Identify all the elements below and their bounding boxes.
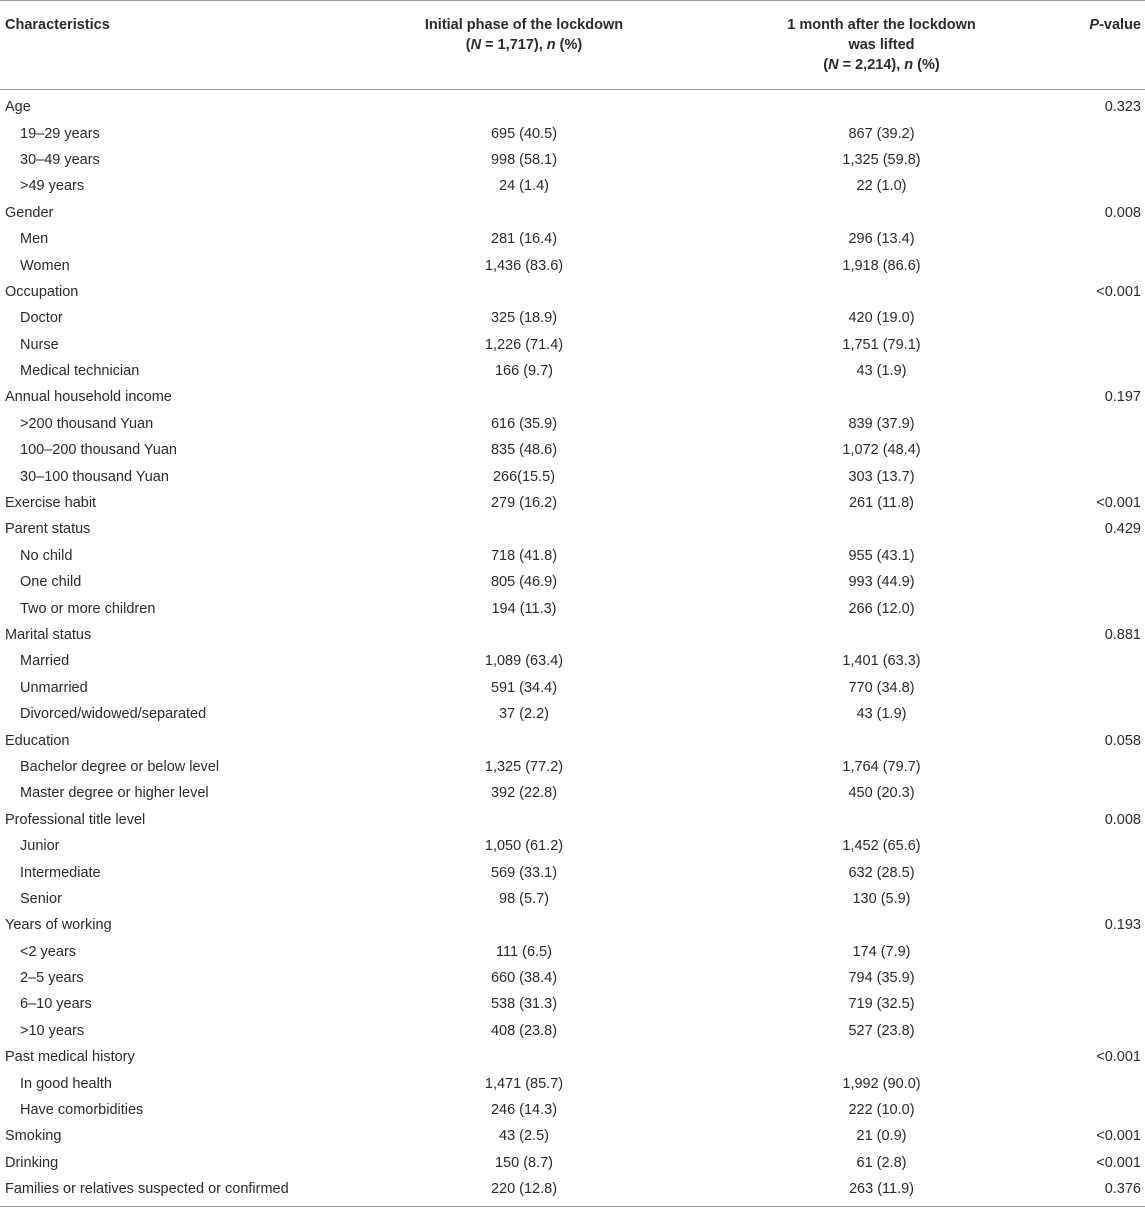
table-row: [0, 859, 1145, 885]
cell-after-lockdown: 263 (11.9): [848, 1181, 915, 1198]
cell-after-lockdown: 1,072 (48.4): [842, 442, 921, 459]
row-sublabel: Junior: [20, 838, 60, 855]
table-row: [0, 200, 1145, 226]
cell-p-value: 0.008: [1104, 811, 1141, 828]
table-body: [0, 90, 1145, 1207]
cell-after-lockdown: 130 (5.9): [852, 890, 911, 907]
header-characteristics: Characteristics: [5, 17, 110, 33]
cell-initial-phase: 408 (23.8): [490, 1022, 558, 1039]
n-prefix: (: [823, 57, 829, 73]
table-row: [0, 358, 1145, 384]
table-row: [0, 912, 1145, 938]
cell-after-lockdown: 261 (11.8): [848, 495, 915, 512]
cell-initial-phase: 279 (16.2): [490, 495, 558, 512]
table-row: [0, 727, 1145, 753]
cell-after-lockdown: 527 (23.8): [848, 1022, 915, 1039]
cell-p-value: [1033, 939, 1145, 965]
cell-initial-phase: [318, 727, 731, 753]
row-sublabel: <2 years: [20, 943, 77, 960]
cell-after-lockdown: [731, 912, 1033, 938]
table-row: [0, 1097, 1145, 1123]
row-label: Occupation: [5, 283, 79, 300]
cell-after-lockdown: 420 (19.0): [848, 310, 915, 327]
cell-p-value: [1033, 147, 1145, 173]
cell-after-lockdown: 867 (39.2): [848, 125, 915, 142]
table-row: [0, 332, 1145, 358]
table-row: [0, 675, 1145, 701]
cell-p-value: 0.881: [1104, 627, 1141, 643]
cell-after-lockdown: 61 (2.8): [856, 1154, 907, 1171]
cell-initial-phase: [318, 516, 731, 542]
table-row: [0, 490, 1145, 516]
cell-p-value: <0.001: [1096, 1154, 1141, 1171]
cell-initial-phase: [318, 1044, 731, 1070]
n-italic: N: [470, 37, 482, 53]
header-p-value: [1033, 1, 1145, 90]
cell-after-lockdown: 43 (1.9): [856, 363, 907, 380]
cell-p-value: 0.429: [1104, 521, 1141, 538]
cell-after-lockdown: 296 (13.4): [848, 231, 915, 248]
cell-initial-phase: 591 (34.4): [490, 679, 558, 696]
table-row: [0, 173, 1145, 199]
cell-initial-phase: 166 (9.7): [494, 363, 554, 380]
cell-p-value: 0.008: [1104, 204, 1141, 221]
cell-initial-phase: [318, 807, 731, 833]
cell-after-lockdown: 22 (1.0): [856, 178, 907, 195]
cell-initial-phase: 1,471 (85.7): [484, 1075, 564, 1092]
cell-after-lockdown: 993 (44.9): [848, 574, 915, 591]
cell-after-lockdown: 266 (12.0): [848, 600, 915, 617]
table-row: [0, 1150, 1145, 1176]
row-label: Annual household income: [5, 389, 172, 406]
row-label: Years of working: [5, 917, 112, 934]
row-sublabel: Master degree or higher level: [20, 785, 209, 802]
cell-initial-phase: 538 (31.3): [490, 996, 558, 1013]
row-sublabel: Intermediate: [20, 864, 101, 881]
row-sublabel: >49 years: [20, 178, 85, 195]
cell-after-lockdown: [731, 727, 1033, 753]
cell-p-value: <0.001: [1096, 495, 1141, 512]
cell-p-value: [1033, 332, 1145, 358]
cell-after-lockdown: 1,918 (86.6): [842, 257, 921, 274]
table-row: [0, 886, 1145, 912]
cell-initial-phase: 695 (40.5): [490, 125, 558, 142]
cell-after-lockdown: 632 (28.5): [848, 864, 915, 881]
row-sublabel: 6–10 years: [20, 996, 92, 1013]
cell-after-lockdown: 1,401 (63.3): [842, 653, 921, 670]
cell-p-value: [1033, 305, 1145, 331]
n-prefix: (: [465, 37, 471, 53]
cell-after-lockdown: [731, 200, 1033, 226]
cell-initial-phase: 616 (35.9): [490, 415, 558, 432]
cell-p-value: 0.197: [1104, 389, 1141, 406]
cell-after-lockdown: 174 (7.9): [852, 943, 911, 960]
cell-p-value: [1033, 543, 1145, 569]
cell-after-lockdown: 1,325 (59.8): [842, 151, 921, 168]
cell-p-value: 0.058: [1104, 732, 1141, 749]
cell-initial-phase: [318, 384, 731, 410]
cell-p-value: 0.376: [1104, 1181, 1141, 1198]
cell-after-lockdown: [731, 807, 1033, 833]
n-small-italic: n: [546, 37, 556, 53]
row-sublabel: Medical technician: [20, 363, 140, 380]
row-label: Drinking: [5, 1154, 59, 1171]
cell-after-lockdown: 1,452 (65.6): [842, 838, 921, 855]
cell-p-value: [1033, 595, 1145, 621]
cell-after-lockdown: [731, 1044, 1033, 1070]
row-sublabel: >10 years: [20, 1022, 85, 1039]
row-label: Parent status: [5, 521, 91, 538]
table-row: [0, 437, 1145, 463]
cell-after-lockdown: 839 (37.9): [848, 415, 915, 432]
cell-p-value: [1033, 1018, 1145, 1044]
row-sublabel: In good health: [20, 1075, 112, 1092]
table-header: [0, 1, 1145, 90]
row-sublabel: Men: [20, 231, 49, 248]
table-row: [0, 1176, 1145, 1207]
cell-initial-phase: [318, 200, 731, 226]
row-sublabel: One child: [20, 574, 82, 591]
row-label: Families or relatives suspected or confirmed: [5, 1181, 289, 1198]
cell-initial-phase: 194 (11.3): [491, 600, 557, 617]
row-sublabel: >200 thousand Yuan: [20, 415, 154, 432]
cell-after-lockdown: 794 (35.9): [848, 970, 915, 987]
row-sublabel: 100–200 thousand Yuan: [20, 442, 177, 459]
row-sublabel: Senior: [20, 890, 62, 907]
cell-p-value: [1033, 226, 1145, 252]
cell-after-lockdown: 1,992 (90.0): [842, 1075, 921, 1092]
table-row: [0, 120, 1145, 146]
table-row: [0, 1044, 1145, 1070]
cell-p-value: [1033, 411, 1145, 437]
table-row: [0, 305, 1145, 331]
row-sublabel: 30–100 thousand Yuan: [20, 468, 169, 485]
table-row: [0, 384, 1145, 410]
table-row: [0, 1123, 1145, 1149]
p-rest: -value: [1099, 17, 1141, 33]
row-label: Gender: [5, 204, 54, 221]
cell-initial-phase: 325 (18.9): [490, 310, 558, 327]
table-row: [0, 411, 1145, 437]
cell-initial-phase: 1,325 (77.2): [484, 758, 564, 775]
cell-initial-phase: [318, 90, 731, 121]
n-italic: N: [828, 57, 839, 73]
cell-p-value: [1033, 569, 1145, 595]
row-label: Education: [5, 732, 70, 749]
cell-initial-phase: 220 (12.8): [490, 1181, 558, 1198]
n-small-italic: n: [904, 57, 914, 73]
cell-initial-phase: [318, 912, 731, 938]
cell-initial-phase: 569 (33.1): [490, 864, 558, 881]
table-row: [0, 595, 1145, 621]
table-row: [0, 780, 1145, 806]
cell-initial-phase: 1,226 (71.4): [484, 336, 564, 353]
header-after-lockdown-title-2: was lifted: [848, 37, 915, 53]
cell-initial-phase: 37 (2.2): [499, 706, 549, 723]
row-sublabel: 2–5 years: [20, 970, 84, 987]
header-initial-phase-n: [323, 35, 725, 55]
row-sublabel: Have comorbidities: [20, 1102, 144, 1119]
cell-initial-phase: 392 (22.8): [490, 785, 558, 802]
cell-p-value: [1033, 833, 1145, 859]
cell-after-lockdown: [731, 90, 1033, 121]
cell-after-lockdown: 955 (43.1): [848, 547, 915, 564]
cell-initial-phase: 246 (14.3): [490, 1102, 558, 1119]
n-value: = 1,717),: [481, 37, 547, 53]
table-row: [0, 1070, 1145, 1096]
row-label: Exercise habit: [5, 495, 97, 512]
table-row: [0, 965, 1145, 991]
cell-initial-phase: 266(15.5): [492, 468, 556, 485]
table-row: [0, 939, 1145, 965]
cell-p-value: [1033, 437, 1145, 463]
cell-after-lockdown: [731, 279, 1033, 305]
header-initial-phase-title: Initial phase of the lockdown: [424, 17, 624, 33]
cell-p-value: [1033, 701, 1145, 727]
table-row: [0, 754, 1145, 780]
cell-p-value: [1033, 648, 1145, 674]
cell-after-lockdown: [731, 516, 1033, 542]
n-suffix: (%): [555, 37, 583, 53]
cell-initial-phase: 43 (2.5): [499, 1128, 549, 1145]
p-italic: P: [1089, 17, 1100, 33]
table-row: [0, 252, 1145, 278]
cell-initial-phase: 718 (41.8): [490, 547, 558, 564]
cell-p-value: <0.001: [1096, 1049, 1141, 1066]
cell-p-value: [1033, 859, 1145, 885]
cell-after-lockdown: 43 (1.9): [856, 706, 907, 723]
table-row: [0, 807, 1145, 833]
row-sublabel: Doctor: [20, 310, 63, 327]
cell-after-lockdown: 450 (20.3): [848, 785, 915, 802]
cell-initial-phase: [318, 622, 731, 648]
cell-after-lockdown: [731, 622, 1033, 648]
table-row: [0, 622, 1145, 648]
cell-after-lockdown: 222 (10.0): [848, 1102, 915, 1119]
row-label: Past medical history: [5, 1049, 135, 1066]
row-sublabel: Nurse: [20, 336, 59, 353]
table-row: [0, 569, 1145, 595]
row-sublabel: Married: [20, 653, 70, 670]
cell-after-lockdown: 770 (34.8): [848, 679, 915, 696]
cell-p-value: [1033, 780, 1145, 806]
cell-p-value: [1033, 886, 1145, 912]
header-after-lockdown: [731, 1, 1033, 90]
cell-after-lockdown: 1,764 (79.7): [842, 758, 921, 775]
cell-p-value: [1033, 754, 1145, 780]
table-row: [0, 279, 1145, 305]
cell-initial-phase: 998 (58.1): [490, 151, 558, 168]
cell-initial-phase: 98 (5.7): [499, 890, 549, 907]
row-sublabel: Divorced/widowed/separated: [20, 706, 207, 723]
table-row: [0, 833, 1145, 859]
cell-initial-phase: 1,089 (63.4): [484, 653, 564, 670]
cell-p-value: [1033, 173, 1145, 199]
table-row: [0, 648, 1145, 674]
table-row: [0, 543, 1145, 569]
cell-p-value: [1033, 463, 1145, 489]
cell-p-value: [1033, 965, 1145, 991]
cell-initial-phase: 24 (1.4): [499, 178, 549, 195]
cell-p-value: [1033, 675, 1145, 701]
cell-after-lockdown: 303 (13.7): [848, 468, 915, 485]
header-after-lockdown-title-1: 1 month after the lockdown: [787, 17, 976, 33]
cell-after-lockdown: 719 (32.5): [848, 996, 915, 1013]
row-sublabel: Women: [20, 257, 70, 274]
cell-p-value: [1033, 120, 1145, 146]
cell-initial-phase: 805 (46.9): [490, 574, 558, 591]
n-suffix: (%): [913, 57, 940, 73]
row-sublabel: No child: [20, 547, 73, 564]
row-sublabel: Two or more children: [20, 600, 156, 617]
cell-initial-phase: 660 (38.4): [490, 970, 558, 987]
cell-after-lockdown: 21 (0.9): [856, 1128, 907, 1145]
row-sublabel: 30–49 years: [20, 151, 100, 168]
cell-initial-phase: 1,436 (83.6): [484, 257, 564, 274]
table-row: [0, 226, 1145, 252]
cell-p-value: [1033, 358, 1145, 384]
cell-p-value: <0.001: [1096, 1128, 1141, 1145]
row-sublabel: Unmarried: [20, 679, 88, 696]
row-label: Professional title level: [5, 811, 146, 828]
n-value: = 2,214),: [838, 57, 905, 73]
table-row: [0, 147, 1145, 173]
cell-p-value: [1033, 1070, 1145, 1096]
cell-initial-phase: [318, 279, 731, 305]
cell-initial-phase: 1,050 (61.2): [484, 838, 564, 855]
cell-p-value: 0.193: [1104, 917, 1141, 934]
table-row: [0, 1018, 1145, 1044]
cell-p-value: <0.001: [1096, 283, 1141, 300]
cell-initial-phase: 835 (48.6): [490, 442, 558, 459]
row-label: Smoking: [5, 1128, 62, 1145]
cell-initial-phase: 111 (6.5): [496, 943, 552, 960]
cell-p-value: [1033, 1097, 1145, 1123]
header-row: [0, 1, 1145, 90]
row-label: Age: [5, 99, 31, 116]
table-row: [0, 463, 1145, 489]
row-sublabel: Bachelor degree or below level: [20, 758, 220, 775]
row-sublabel: 19–29 years: [20, 125, 100, 142]
cell-after-lockdown: 1,751 (79.1): [842, 336, 921, 353]
cell-p-value: 0.323: [1104, 99, 1141, 116]
cell-after-lockdown: [731, 384, 1033, 410]
cell-p-value: [1033, 991, 1145, 1017]
table-row: [0, 701, 1145, 727]
cell-initial-phase: 281 (16.4): [490, 231, 558, 248]
row-label: Marital status: [5, 627, 92, 643]
table-row: [0, 991, 1145, 1017]
table-row: [0, 90, 1145, 121]
header-after-lockdown-n: [736, 55, 1027, 75]
header-initial-phase: [318, 1, 731, 90]
cell-p-value: [1033, 252, 1145, 278]
table-row: [0, 516, 1145, 542]
cell-initial-phase: 150 (8.7): [494, 1154, 554, 1171]
